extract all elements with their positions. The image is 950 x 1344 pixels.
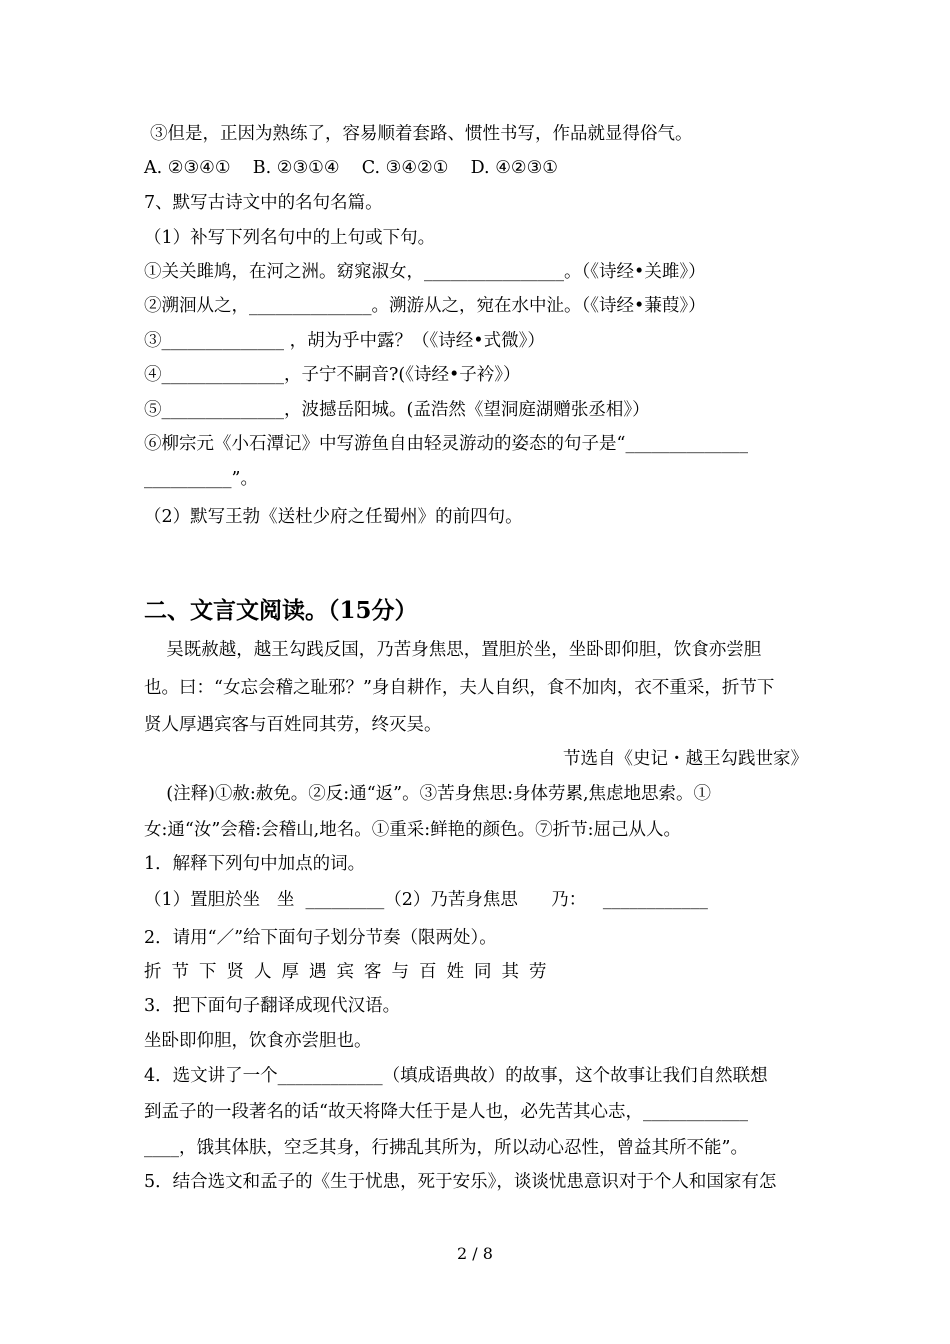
passage-line: 也。曰：“女忘会稽之耻邪？”身自耕作，夫人自织，食不加肉，衣不重采，折节下: [144, 678, 775, 698]
passage-line: 贤人厚遇宾客与百姓同其劳，终灭吴。: [144, 715, 442, 735]
question-line: 2．请用“／”给下面句子划分节奏（限两处）。: [144, 928, 497, 948]
question-line: 4．选文讲了一个____________（填成语典故）的故事，这个故事让我们自然联想: [144, 1066, 768, 1086]
page-number: 2 / 8: [457, 1244, 493, 1263]
question-line: 折节下贤人厚遇宾客与百姓同其劳: [144, 962, 557, 982]
fill-in-line: ④______________，子宁不嗣音?(《诗经•子衿》）: [144, 365, 521, 385]
question-line: ____，饿其体肤，空乏其身，行拂乱其所为，所以动心忍性，曾益其所不能”。: [144, 1138, 748, 1158]
question-line: 到孟子的一段著名的话“故天将降大任于是人也，必先苦其心志，____________: [144, 1102, 748, 1122]
question-line: 1．解释下列句中加点的词。: [144, 854, 366, 874]
notes-line: 女:通“汝”会稽:会稽山,地名。①重采:鲜艳的颜色。⑦折节:屈己从人。: [144, 820, 682, 840]
section-heading: 二、文言文阅读。（15分）: [144, 597, 418, 624]
question-line: 3．把下面句子翻译成现代汉语。: [144, 996, 401, 1016]
fill-in-line: ⑥柳宗元《小石潭记》中写游鱼自由轻灵游动的姿态的句子是“______________: [144, 434, 748, 454]
fill-in-line: ②溯洄从之，______________。溯游从之，宛在水中沚。（《诗经•蒹葭》）: [144, 296, 706, 316]
passage-source: 节选自《史记・越王勾践世家》: [563, 749, 808, 769]
text-line: （1）补写下列名句中的上句或下句。: [144, 228, 436, 248]
text-line: （2）默写王勃《送杜少府之任蜀州》的前四句。: [144, 507, 523, 527]
fill-in-line: ①关关雎鸠，在河之洲。窈窕淑女，________________。（《诗经•关雎》）: [144, 262, 706, 282]
question-line: （1）置胆於坐 坐 _________（2）乃苦身焦思 乃： ____________: [144, 890, 708, 910]
fill-in-line: ⑤______________，波撼岳阳城。(孟浩然《望洞庭湖赠张丞相》）: [144, 400, 650, 420]
question-line: 5．结合选文和孟子的《生于忧患，死于安乐》，谈谈忧患意识对于个人和国家有怎: [144, 1172, 777, 1192]
question-line: 坐卧即仰胆，饮食亦尝胆也。: [144, 1031, 372, 1051]
question-title: 7、默写古诗文中的名句名篇。: [144, 193, 383, 213]
fill-in-line: __________”。: [144, 469, 258, 489]
answer-options: A. ②③④① B. ②③①④ C. ③④②① D. ④②③①: [144, 158, 558, 178]
passage-line: 吴既赦越，越王勾践反国，乃苦身焦思，置胆於坐，坐卧即仰胆，饮食亦尝胆: [144, 640, 762, 660]
fill-in-line: ③______________ ，胡为乎中露？（《诗经•式微》）: [144, 331, 545, 351]
text-line: ③但是，正因为熟练了，容易顺着套路、惯性书写，作品就显得俗气。: [150, 124, 693, 144]
notes-line: (注释)①赦:赦免。②反:通“返”。③苦身焦思:身体劳累,焦虑地思索。①: [144, 784, 712, 804]
